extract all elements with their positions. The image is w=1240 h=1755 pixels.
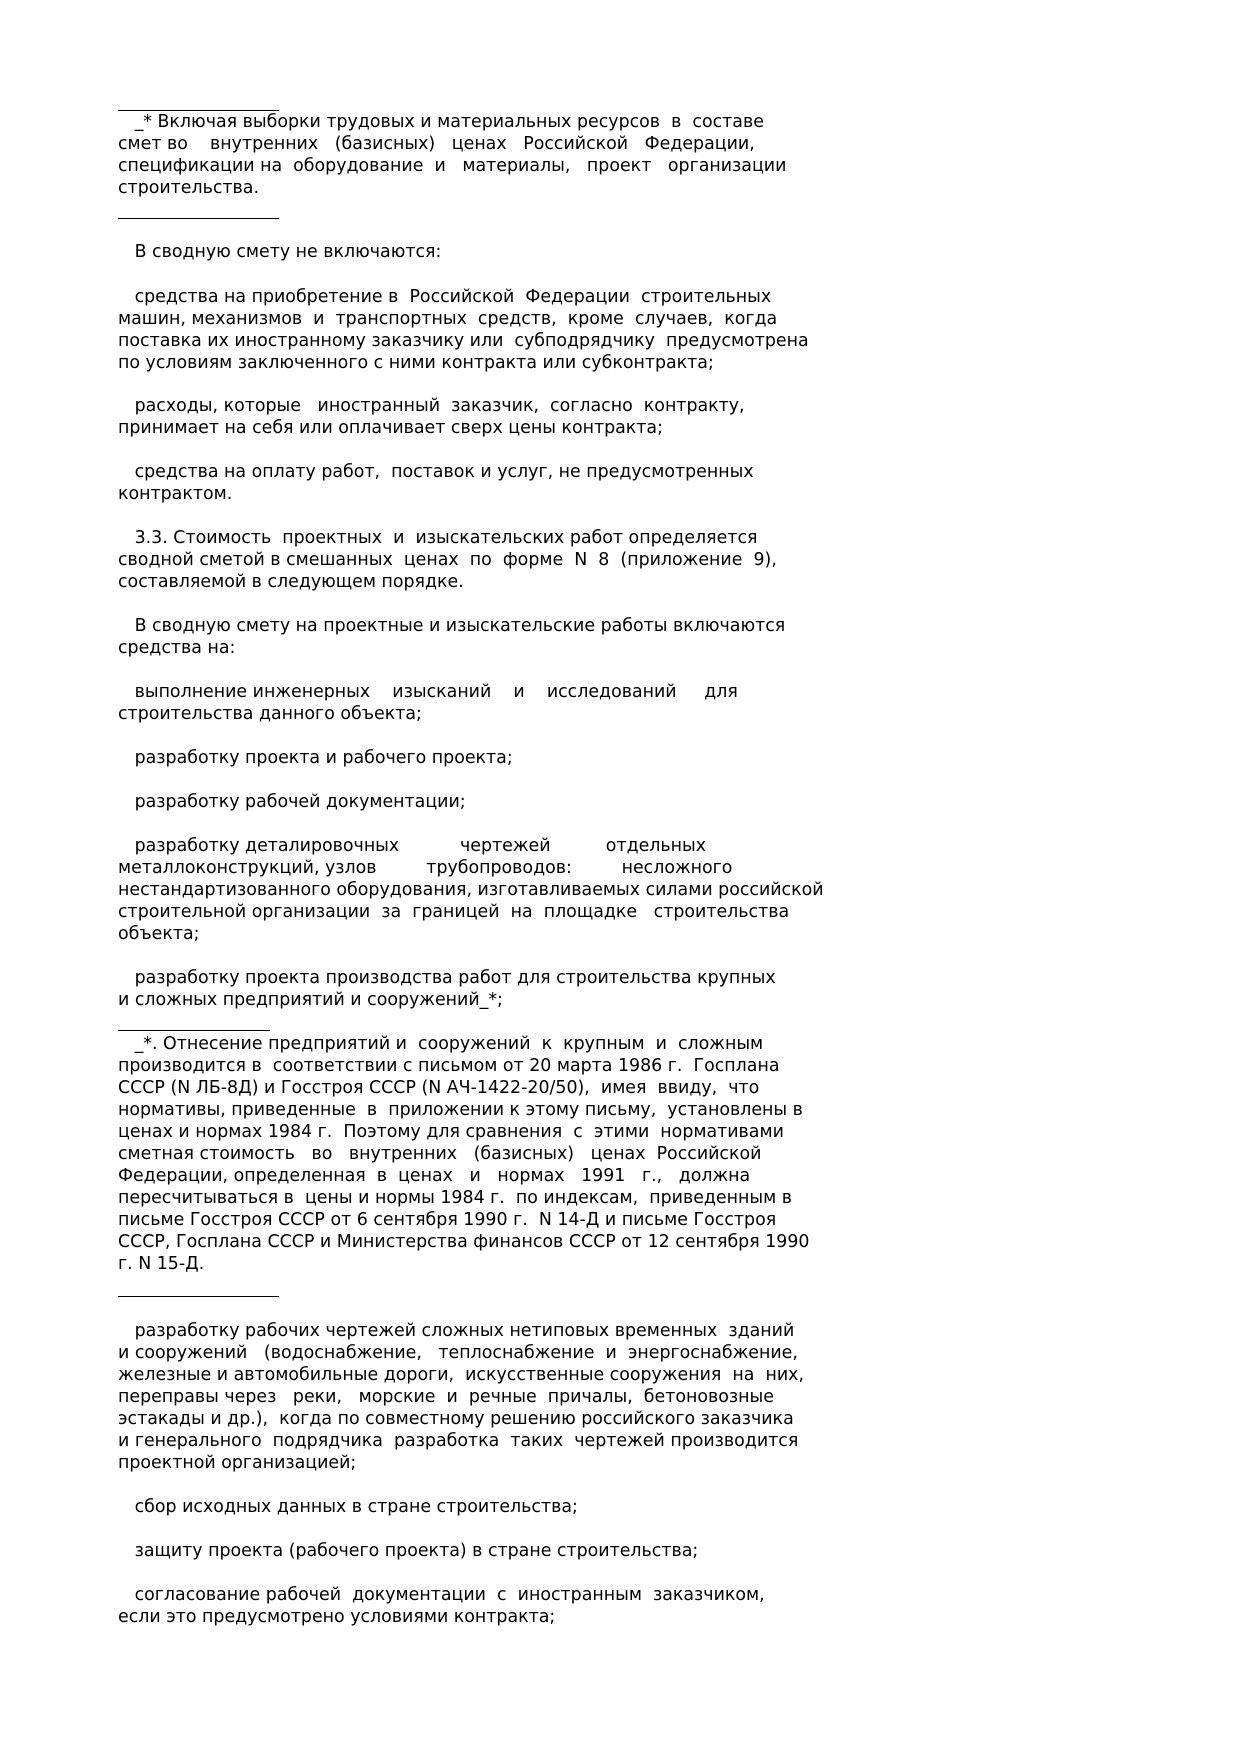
paragraph-line: нестандартизованного оборудования, изготавливаемых силами российской bbox=[118, 880, 824, 900]
footnote-line: г. N 15-Д. bbox=[118, 1254, 205, 1274]
footnote-line: _* Включая выборки трудовых и материальных ресурсов в составе bbox=[118, 112, 764, 132]
paragraph-line: расходы, которые иностранный заказчик, согласно контракту, bbox=[118, 396, 745, 416]
paragraph-line: переправы через реки, морские и речные причалы, бетоновозные bbox=[118, 1387, 774, 1407]
paragraph-line: разработку рабочей документации; bbox=[118, 792, 466, 812]
paragraph-line: средства на: bbox=[118, 638, 236, 658]
paragraph-line: по условиям заключенного с ними контракта или субконтракта; bbox=[118, 353, 714, 373]
paragraph-line: согласование рабочей документации с иностранным заказчиком, bbox=[118, 1585, 765, 1605]
footnote-line: строительства. bbox=[118, 178, 259, 198]
paragraph-line: если это предусмотрено условиями контракта; bbox=[118, 1607, 556, 1627]
paragraph-line: и сложных предприятий и сооружений_*; bbox=[118, 990, 503, 1010]
footnote-line: сметная стоимость во внутренних (базисных) ценах Российской bbox=[118, 1144, 762, 1164]
footnote-line: _*. Отнесение предприятий и сооружений к крупным и сложным bbox=[118, 1034, 764, 1054]
paragraph-line: и генерального подрядчика разработка таких чертежей производится bbox=[118, 1431, 799, 1451]
paragraph-line: разработку рабочих чертежей сложных нетиповых временных зданий bbox=[118, 1321, 795, 1341]
paragraph-line: средства на приобретение в Российской Федерации строительных bbox=[118, 287, 772, 307]
paragraph-line: разработку деталировочных чертежей отдельных bbox=[118, 836, 707, 856]
paragraph-line: выполнение инженерных изысканий и исследований для bbox=[118, 682, 738, 702]
paragraph-line: разработку проекта и рабочего проекта; bbox=[118, 748, 513, 768]
paragraph-line: строительной организации за границей на площадке строительства bbox=[118, 902, 790, 922]
paragraph-line: металлоконструкций, узлов трубопроводов: несложного bbox=[118, 858, 733, 878]
paragraph-line: сводной сметой в смешанных ценах по форме N 8 (приложение 9), bbox=[118, 550, 777, 570]
paragraph-line: 3.3. Стоимость проектных и изыскательских работ определяется bbox=[118, 528, 758, 548]
footnote-line: нормативы, приведенные в приложении к этому письму, установлены в bbox=[118, 1100, 803, 1120]
paragraph-line: сбор исходных данных в стране строительства; bbox=[118, 1497, 578, 1517]
paragraph-line: проектной организацией; bbox=[118, 1453, 357, 1473]
paragraph-line: объекта; bbox=[118, 924, 200, 944]
paragraph-line: принимает на себя или оплачивает сверх цены контракта; bbox=[118, 418, 663, 438]
footnote-line: письме Госстроя СССР от 6 сентября 1990 г. N 14-Д и письме Госстроя bbox=[118, 1210, 777, 1230]
footnote-rule-bottom bbox=[118, 218, 279, 219]
paragraph-line: средства на оплату работ, поставок и услуг, не предусмотренных bbox=[118, 462, 754, 482]
paragraph-line: составляемой в следующем порядке. bbox=[118, 572, 464, 592]
paragraph-line: разработку проекта производства работ для строительства крупных bbox=[118, 968, 776, 988]
footnote-line: производится в соответствии с письмом от 20 марта 1986 г. Госплана bbox=[118, 1056, 780, 1076]
paragraph-line: машин, механизмов и транспортных средств, кроме случаев, когда bbox=[118, 309, 778, 329]
paragraph-line: поставка их иностранному заказчику или субподрядчику предусмотрена bbox=[118, 331, 809, 351]
footnote-line: ценах и нормах 1984 г. Поэтому для сравнения с этими нормативами bbox=[118, 1122, 784, 1142]
paragraph-line: и сооружений (водоснабжение, теплоснабжение и энергоснабжение, bbox=[118, 1343, 798, 1363]
footnote-line: Федерации, определенная в ценах и нормах 1991 г., должна bbox=[118, 1166, 751, 1186]
footnote-line: пересчитываться в цены и нормы 1984 г. по индексам, приведенным в bbox=[118, 1188, 792, 1208]
footnote-rule-bottom bbox=[118, 1296, 279, 1297]
paragraph-line: защиту проекта (рабочего проекта) в стране строительства; bbox=[118, 1541, 699, 1561]
paragraph-line: эстакады и др.), когда по совместному решению российского заказчика bbox=[118, 1409, 794, 1429]
paragraph-line: контрактом. bbox=[118, 484, 233, 504]
footnote-line: спецификации на оборудование и материалы, проект организации bbox=[118, 156, 787, 176]
footnote-line: СССР (N ЛБ-8Д) и Госстроя СССР (N АЧ-1422-20/50), имея ввиду, что bbox=[118, 1078, 760, 1098]
footnote-rule-top bbox=[118, 1030, 270, 1031]
paragraph-line: железные и автомобильные дороги, искусственные сооружения на них, bbox=[118, 1365, 804, 1385]
paragraph-line: В сводную смету на проектные и изыскательские работы включаются bbox=[118, 616, 786, 636]
paragraph-line: строительства данного объекта; bbox=[118, 704, 422, 724]
footnote-line: СССР, Госплана СССР и Министерства финансов СССР от 12 сентября 1990 bbox=[118, 1232, 810, 1252]
footnote-line: смет во внутренних (базисных) ценах Российской Федерации, bbox=[118, 134, 755, 154]
paragraph-line: В сводную смету не включаются: bbox=[118, 242, 442, 262]
